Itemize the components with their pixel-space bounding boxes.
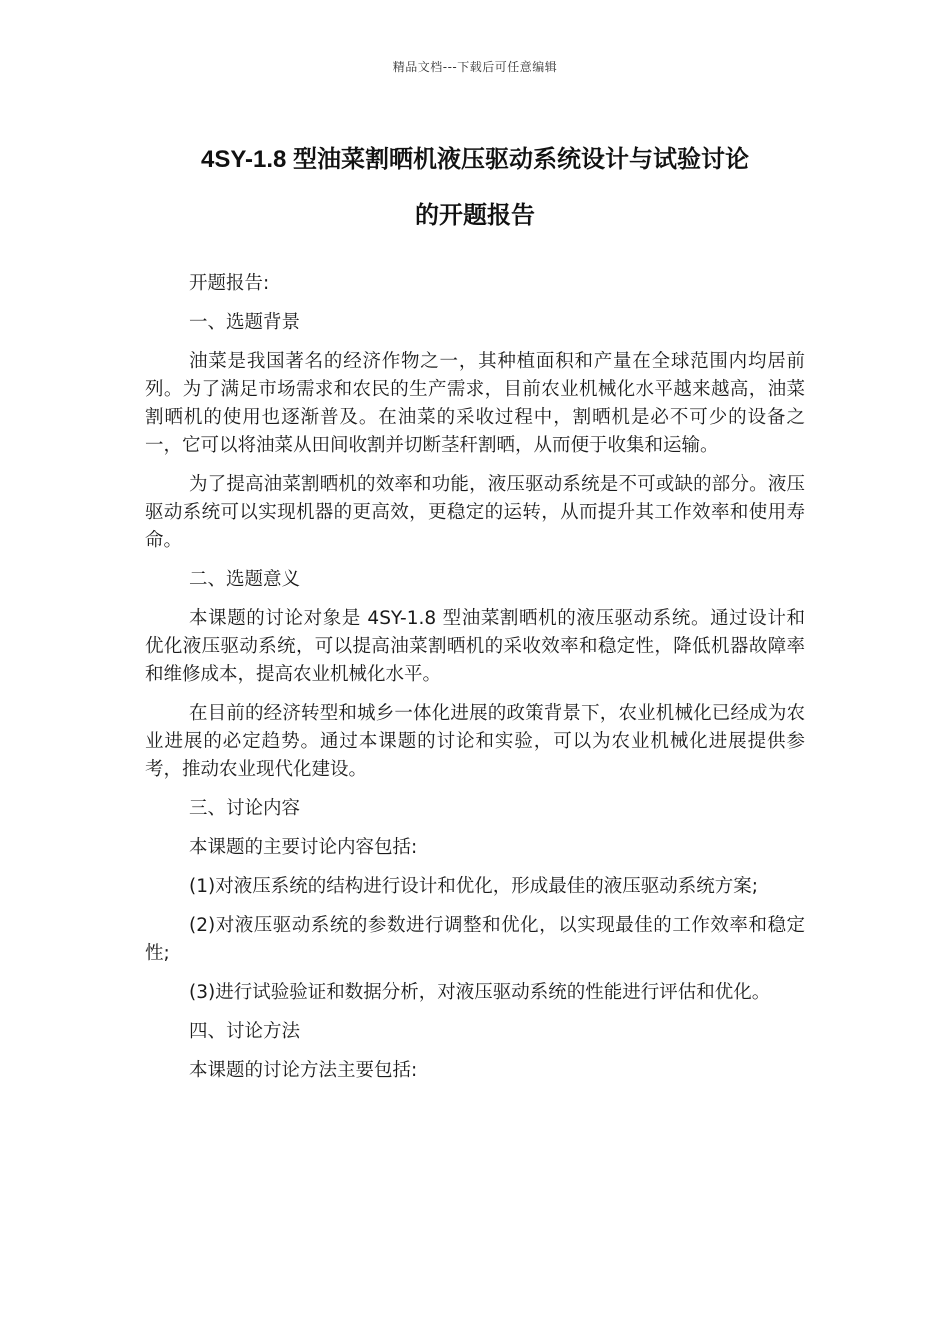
- section-3-list-item: (2)对液压驱动系统的参数进行调整和优化，以实现最佳的工作效率和稳定性;: [145, 915, 805, 964]
- intro-label: 开题报告:: [189, 273, 270, 294]
- section-3-list-item: (1)对液压系统的结构进行设计和优化，形成最佳的液压驱动系统方案;: [189, 876, 758, 897]
- section-3-list-item: (3)进行试验验证和数据分析，对液压驱动系统的性能进行评估和优化。: [189, 982, 771, 1003]
- section-2-paragraph: 本课题的讨论对象是 4SY-1.8 型油菜割晒机的液压驱动系统。通过设计和优化液压驱动系统，可以提高油菜割晒机的采收效率和稳定性，降低机器故障率和维修成本，提高农业机械化水平。: [145, 608, 805, 685]
- section-3-paragraph: 本课题的主要讨论内容包括:: [189, 837, 418, 858]
- title-line-1: 4SY-1.8 型油菜割晒机液压驱动系统设计与试验讨论: [200, 146, 750, 173]
- section-1-heading: 一、选题背景: [189, 312, 301, 333]
- title-line-2: 的开题报告: [415, 202, 535, 229]
- section-2-heading: 二、选题意义: [189, 569, 301, 590]
- document-body: [145, 270, 805, 1096]
- section-4-paragraph: 本课题的讨论方法主要包括:: [189, 1060, 418, 1081]
- page-header-watermark: 精品文档---下载后可任意编辑: [392, 60, 558, 74]
- section-2-paragraph: 在目前的经济转型和城乡一体化进展的政策背景下，农业机械化已经成为农业进展的必定趋势。通过本课题的讨论和实验，可以为农业机械化进展提供参考，推动农业现代化建设。: [145, 703, 805, 780]
- section-1-paragraph: 油菜是我国著名的经济作物之一，其种植面积和产量在全球范围内均居前列。为了满足市场需求和农民的生产需求，目前农业机械化水平越来越高，油菜割晒机的使用也逐渐普及。在油菜的采收过程中，割晒机是必不可少的设备之一，它可以将油菜从田间收割并切断茎秆割晒，从而便于收集和运输。: [145, 351, 805, 456]
- section-4-heading: 四、讨论方法: [189, 1021, 301, 1042]
- section-1-paragraph: 为了提高油菜割晒机的效率和功能，液压驱动系统是不可或缺的部分。液压驱动系统可以实现机器的更高效，更稳定的运转，从而提升其工作效率和使用寿命。: [145, 474, 805, 551]
- document-title: [120, 132, 830, 244]
- section-3-heading: 三、讨论内容: [189, 798, 301, 819]
